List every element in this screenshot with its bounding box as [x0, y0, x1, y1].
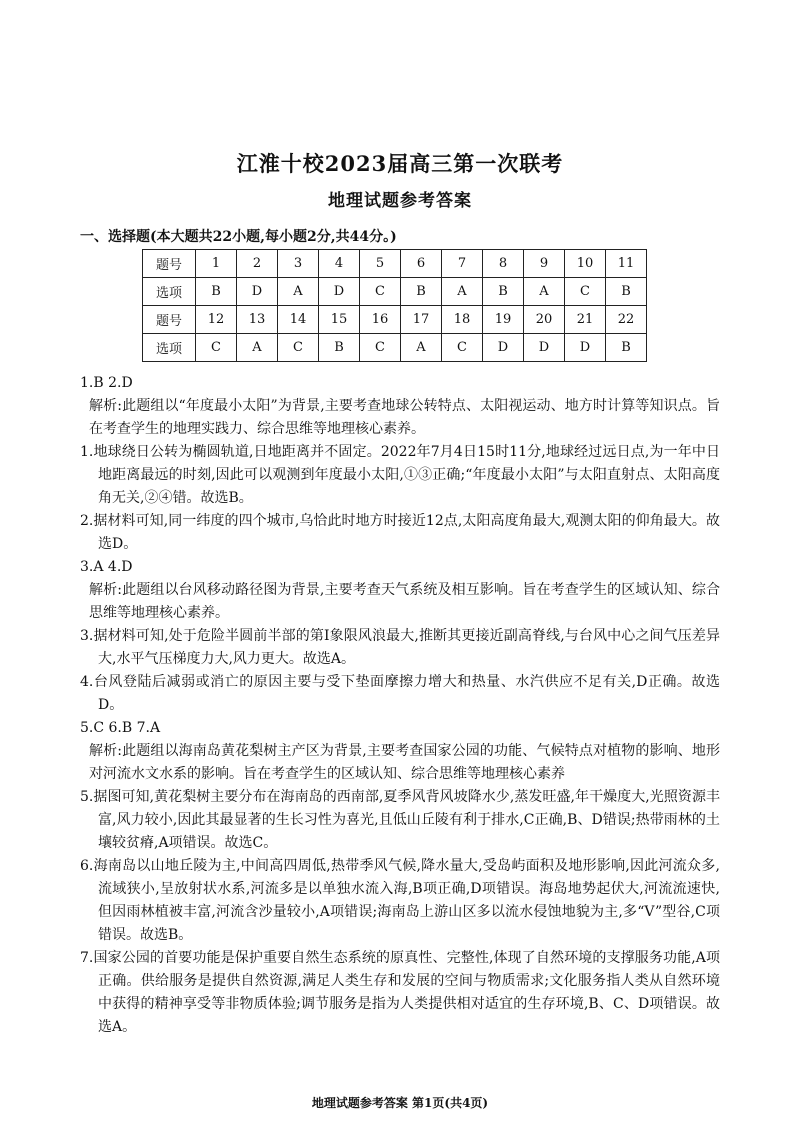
- question-4-analysis: 4.台风登陆后减弱或消亡的原因主要与受下垫面摩擦力增大和热量、水汽供应不足有关,D正确。故选D。: [80, 674, 720, 713]
- answer-table-cell: 7: [442, 250, 483, 278]
- answer-table-cell: 1: [196, 250, 237, 278]
- answer-table-cell: 11: [606, 250, 647, 278]
- answer-table-cell: C: [360, 334, 401, 362]
- answer-table-cell: 8: [483, 250, 524, 278]
- answer-table-cell: A: [524, 278, 565, 306]
- exam-subtitle: 地理试题参考答案: [328, 191, 472, 211]
- answer-table-cell: C: [278, 334, 319, 362]
- answer-table-cell: 12: [196, 306, 237, 334]
- answer-table-cell: C: [196, 334, 237, 362]
- answer-table-cell: B: [483, 278, 524, 306]
- explanation-3-4: 解析:此题组以台风移动路径图为背景,主要考查天气系统及相互影响。旨在考查学生的区域认知、综合思维等地理核心素养。: [89, 582, 720, 621]
- answer-line-3-4: 3.A 4.D: [80, 559, 133, 575]
- answer-table-cell: 4: [319, 250, 360, 278]
- answer-table-cell: A: [401, 334, 442, 362]
- answer-table-row: [143, 306, 647, 334]
- answer-table-row: [143, 334, 647, 362]
- answer-table-cell: B: [606, 278, 647, 306]
- answer-table-cell: C: [565, 278, 606, 306]
- answer-table-cell: C: [360, 278, 401, 306]
- answer-table-header-cell: 选项: [143, 334, 196, 362]
- answer-table-cell: B: [606, 334, 647, 362]
- answer-table-cell: A: [237, 334, 278, 362]
- answer-table-cell: B: [196, 278, 237, 306]
- answer-table-cell: 22: [606, 306, 647, 334]
- answer-table-row: [143, 278, 647, 306]
- answer-table-cell: D: [483, 334, 524, 362]
- answer-table-cell: 9: [524, 250, 565, 278]
- question-6-analysis: 6.海南岛以山地丘陵为主,中间高四周低,热带季风气候,降水量大,受岛屿面积及地形影响,因此河流众多,流域狭小,呈放射状水系,河流多是以单独水流入海,B项正确,D项错误。海岛地势起伏大,河流流速快,但因雨林植被丰富,河流含沙量较小,A项错误;海南岛上游山区多以流水侵蚀地貌为主,多“V”型谷,C项错误。故选B。: [80, 858, 720, 943]
- answer-table-cell: A: [442, 278, 483, 306]
- answer-table-cell: 15: [319, 306, 360, 334]
- explanation-1-2: 解析:此题组以“年度最小太阳”为背景,主要考查地球公转特点、太阳视运动、地方时计算等知识点。旨在考查学生的地理实践力、综合思维等地理核心素养。: [89, 398, 720, 437]
- answer-table-cell: 5: [360, 250, 401, 278]
- answer-table-cell: 19: [483, 306, 524, 334]
- answer-table-cell: D: [319, 278, 360, 306]
- question-5-analysis: 5.据图可知,黄花梨树主要分布在海南岛的西南部,夏季风背风坡降水少,蒸发旺盛,年干燥度大,光照资源丰富,风力较小,因此其最显著的生长习性为喜光,且低山丘陵有利于排水,C正确,B、D错误;热带雨林的土壤较贫瘠,A项错误。故选C。: [80, 789, 720, 851]
- answer-table-cell: B: [401, 278, 442, 306]
- answer-line-1-2: 1.B 2.D: [80, 375, 133, 391]
- answer-table-cell: 6: [401, 250, 442, 278]
- answer-table-header-cell: 选项: [143, 278, 196, 306]
- answer-table-cell: 21: [565, 306, 606, 334]
- question-3-analysis: 3.据材料可知,处于危险半圆前半部的第Ⅰ象限风浪最大,推断其更接近副高脊线,与台风中心之间气压差异大,水平气压梯度力大,风力更大。故选A。: [80, 628, 720, 667]
- answer-table-cell: 2: [237, 250, 278, 278]
- answer-table-cell: D: [237, 278, 278, 306]
- answer-table-cell: 10: [565, 250, 606, 278]
- answer-table: [142, 249, 647, 362]
- section-heading: 一、选择题(本大题共22小题,每小题2分,共44分。): [80, 229, 397, 245]
- exam-title: 江淮十校2023届高三第一次联考: [236, 151, 564, 176]
- explanation-5-7: 解析:此题组以海南岛黄花梨树主产区为背景,主要考查国家公园的功能、气候特点对植物的影响、地形对河流水文水系的影响。旨在考查学生的区域认知、综合思维等地理核心素养: [89, 743, 720, 782]
- answer-table-cell: 14: [278, 306, 319, 334]
- question-1-analysis: 1.地球绕日公转为椭圆轨道,日地距离并不固定。2022年7月4日15时11分,地球经过远日点,为一年中日地距离最远的时刻,因此可以观测到年度最小太阳,①③正确;“年度最小太阳”与太阳直射点、太阳高度角无关,②④错。故选B。: [80, 444, 720, 506]
- answer-table-cell: 3: [278, 250, 319, 278]
- answer-table-cell: 20: [524, 306, 565, 334]
- answer-table-header-cell: 题号: [143, 306, 196, 334]
- answer-table-cell: 18: [442, 306, 483, 334]
- answer-table-cell: C: [442, 334, 483, 362]
- answer-table-row: [143, 250, 647, 278]
- answer-table-cell: 17: [401, 306, 442, 334]
- answer-table-cell: 16: [360, 306, 401, 334]
- answer-table-cell: 13: [237, 306, 278, 334]
- answer-table-header-cell: 题号: [143, 250, 196, 278]
- explanations: [80, 372, 720, 1039]
- answer-table-cell: B: [319, 334, 360, 362]
- question-2-analysis: 2.据材料可知,同一纬度的四个城市,乌恰此时地方时接近12点,太阳高度角最大,观测太阳的仰角最大。故选D。: [80, 513, 720, 552]
- question-7-analysis: 7.国家公园的首要功能是保护重要自然生态系统的原真性、完整性,体现了自然环境的支撑服务功能,A项正确。供给服务是提供自然资源,满足人类生存和发展的空间与物质需求;文化服务指人类从自然环境中获得的精神享受等非物质体验;调节服务是指为人类提供相对适宜的生存环境,B、C、D项错误。故选A。: [80, 950, 720, 1035]
- answer-table-cell: D: [565, 334, 606, 362]
- page-footer: 地理试题参考答案 第1页(共4页): [311, 1096, 489, 1110]
- answer-table-cell: D: [524, 334, 565, 362]
- answer-table-cell: A: [278, 278, 319, 306]
- answer-line-5-7: 5.C 6.B 7.A: [80, 720, 161, 736]
